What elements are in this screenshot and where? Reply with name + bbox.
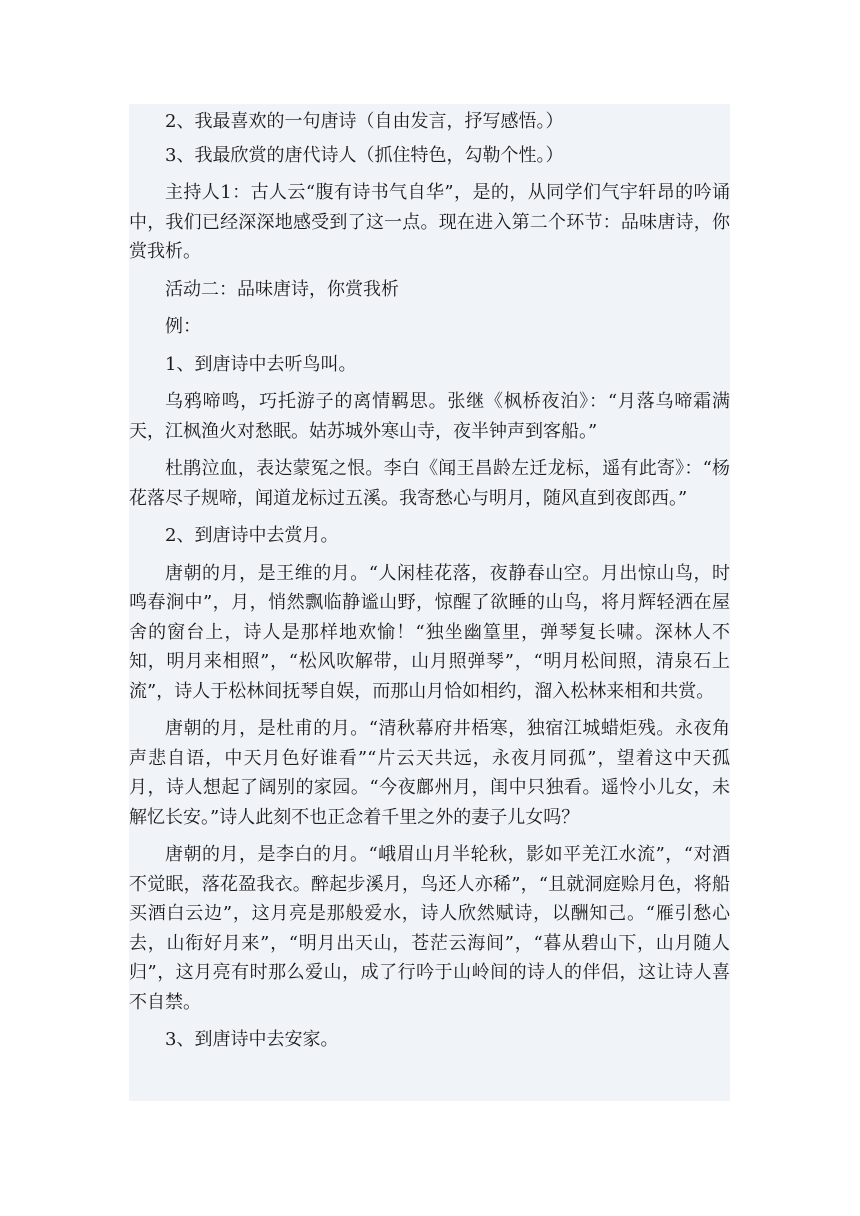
- activity-two-heading: 活动二：品味唐诗，你赏我析: [165, 278, 399, 300]
- section-home-heading: 3、到唐诗中去安家。: [165, 1029, 339, 1050]
- wangwei-moon-paragraph: 唐朝的月，是王维的月。“人闲桂花落，夜静春山空。月出惊山鸟，时鸣春涧中”，月，悄然飘临静谧山野，惊醒了欲睡的山鸟，将月辉轻洒在屋舍的窗台上，诗人是那样地欢愉！“独坐幽篁里，弹琴复长啸。深林人不知，明月来相照”，“松风吹解带，山月照弹琴”，“明月松间照，清泉石上流”，诗人于松林间抚琴自娱，而那山月恰如相约，溜入松林来相和共赏。: [129, 562, 730, 702]
- cuckoo-paragraph: 杜鹃泣血，表达蒙冤之恨。李白《闻王昌龄左迁龙标，遥有此寄》：“杨花落尽子规啼，闻道龙标过五溪。我寄愁心与明月，随风直到夜郎西。”: [129, 458, 730, 509]
- section-moon-heading: 2、到唐诗中去赏月。: [165, 525, 339, 546]
- host-speech: 主持人1：古人云“腹有诗书气自华”，是的，从同学们气宇轩昂的吟诵中，我们已经深深地感受到了这一点。现在进入第二个环节：品味唐诗，你赏我析。: [129, 182, 730, 262]
- item-favorite-poet: 3、我最欣赏的唐代诗人（抓住特色，勾勒个性。）: [165, 144, 564, 166]
- example-label: 例：: [165, 316, 201, 337]
- dufu-moon-paragraph: 唐朝的月，是杜甫的月。“清秋幕府井梧寒，独宿江城蜡炬残。永夜角声悲自语，中天月色好谁看”“片云天共远，永夜月同孤”，望着这中天孤月，诗人想起了阔别的家园。“今夜鄜州月，闺中只独看。遥怜小儿女，未解忆长安。”诗人此刻不也正念着千里之外的妻子儿女吗？: [129, 718, 730, 828]
- crow-paragraph: 乌鸦啼鸣，巧托游子的离情羁思。张继《枫桥夜泊》：“月落乌啼霜满天，江枫渔火对愁眠。姑苏城外寒山寺，夜半钟声到客船。”: [129, 391, 730, 442]
- section-birds-heading: 1、到唐诗中去听鸟叫。: [165, 353, 357, 375]
- document-text-block: [129, 104, 730, 1101]
- item-favorite-line: 2、我最喜欢的一句唐诗（自由发言，抒写感悟。）: [165, 111, 564, 132]
- libai-moon-paragraph: 唐朝的月，是李白的月。“峨眉山月半轮秋，影如平羌江水流”，“对酒不觉眠，落花盈我衣。醉起步溪月，鸟还人亦稀”，“且就洞庭赊月色，将船买酒白云边”，这月亮是那般爱水，诗人欣然赋诗，以酬知己。“雁引愁心去，山衔好月来”，“明月出天山，苍茫云海间”，“暮从碧山下，山月随人归”，这月亮有时那么爱山，成了行吟于山岭间的诗人的伴侣，这让诗人喜不自禁。: [129, 844, 730, 1013]
